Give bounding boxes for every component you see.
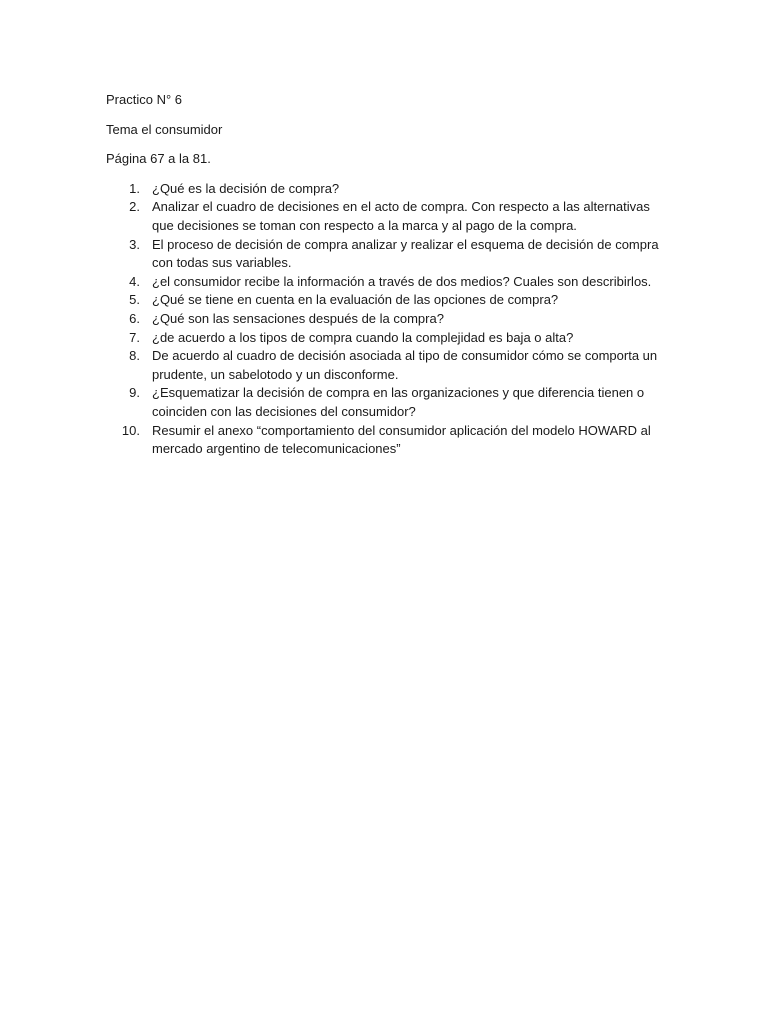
list-item-text: ¿Qué se tiene en cuenta en la evaluación de las opciones de compra?: [152, 292, 559, 308]
list-item-text: ¿Esquematizar la decisión de compra en las organizaciones y que diferencia tienen o coinciden con las decisiones del consumidor?: [152, 385, 645, 419]
list-item-text: Analizar el cuadro de decisiones en el acto de compra. Con respecto a las alternativas que decisiones se toman con respecto a la marca y al pago de la compra.: [152, 199, 650, 233]
list-item-number: 9.: [129, 385, 140, 401]
list-item-number: 7.: [129, 329, 140, 345]
list-item-text: De acuerdo al cuadro de decisión asociada al tipo de consumidor cómo se comporta un prudente, un sabelotodo y un disconforme.: [152, 348, 658, 382]
list-item: [106, 310, 666, 329]
document-topic: Tema el consumidor: [106, 121, 223, 137]
list-item: [106, 273, 666, 292]
list-item-number: 8.: [129, 348, 140, 364]
list-item-number: 6.: [129, 310, 140, 326]
list-item-number: 1.: [129, 180, 140, 196]
list-item-text: ¿Qué es la decisión de compra?: [152, 180, 340, 196]
list-item-text: ¿de acuerdo a los tipos de compra cuando la complejidad es baja o alta?: [152, 329, 574, 345]
list-item-number: 10.: [121, 422, 140, 438]
list-item: [106, 347, 666, 384]
list-item: [106, 422, 666, 459]
list-item: [106, 198, 666, 235]
list-item-text: Resumir el anexo “comportamiento del consumidor aplicación del modelo HOWARD al mercado argentino de telecomunicaciones”: [152, 422, 651, 457]
list-item-number: 5.: [129, 292, 140, 308]
list-item-number: 4.: [129, 273, 140, 289]
document-title: Practico N° 6: [106, 92, 183, 107]
question-list: [106, 180, 666, 459]
list-item: [106, 291, 666, 310]
list-item-number: 2.: [129, 199, 140, 215]
document-page-range: Página 67 a la 81.: [106, 151, 211, 167]
list-item-number: 3.: [129, 236, 140, 252]
list-item: [106, 384, 666, 421]
list-item: [106, 180, 666, 199]
list-item-text: ¿el consumidor recibe la información a través de dos medios? Cuales son describirlos.: [152, 273, 652, 289]
list-item-text: El proceso de decisión de compra analizar y realizar el esquema de decisión de compra con todas sus variables.: [152, 236, 659, 271]
list-item-text: ¿Qué son las sensaciones después de la compra?: [152, 310, 444, 326]
list-item: [106, 236, 666, 273]
list-item: [106, 329, 666, 348]
document-body: [106, 91, 666, 459]
